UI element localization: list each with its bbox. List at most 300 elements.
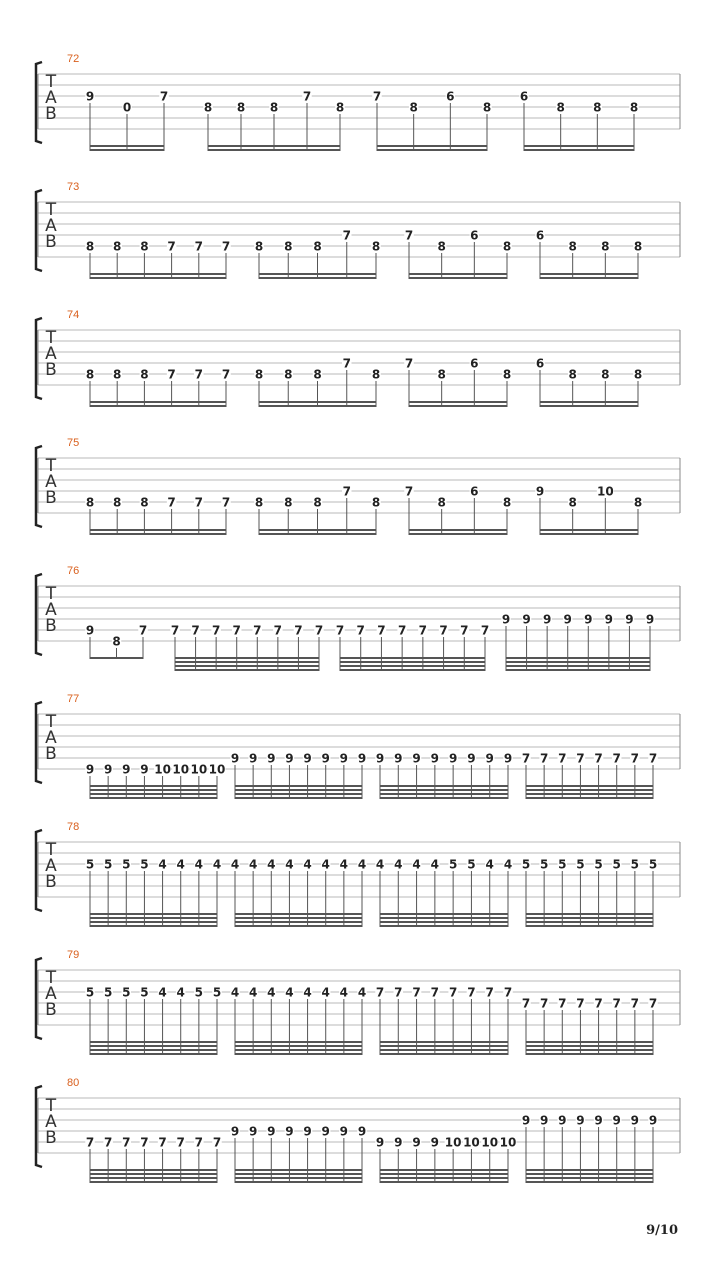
beam [380,1169,508,1171]
fret-number: 5 [521,857,531,872]
beam [175,657,319,659]
fret-number: 6 [535,356,545,371]
fret-number: 7 [648,751,658,766]
tab-clef-letter: A [45,472,57,492]
fret-number: 5 [594,857,603,872]
fret-number: 7 [194,1135,204,1150]
fret-number: 9 [321,751,330,766]
beam [540,401,638,403]
fret-number: 5 [140,857,149,872]
fret-number: 8 [437,495,446,510]
fret-number: 9 [103,762,113,777]
fret-number: 9 [140,762,149,777]
fret-number: 7 [314,623,324,638]
fret-number: 8 [568,495,577,510]
fret-number: 4 [394,857,403,872]
fret-number: 8 [437,239,446,254]
tab-clef-letter: A [45,600,57,620]
beam [380,921,508,923]
fret-number: 10 [154,762,171,777]
fret-number: 7 [194,367,203,382]
fret-number: 9 [521,1113,531,1128]
beam [526,1173,653,1175]
fret-number: 9 [448,751,458,766]
fret-number: 7 [404,484,414,499]
fret-number: 4 [267,985,276,1000]
tab-clef-letter: B [45,744,57,764]
beam [235,1053,362,1055]
fret-number: 7 [630,751,640,766]
beam [526,793,653,795]
beam [259,533,376,535]
measure-number: 74 [67,309,80,321]
beam [90,921,217,923]
fret-number: 7 [372,89,382,104]
beam [526,1041,653,1043]
fret-number: 8 [593,100,602,115]
fret-number: 8 [254,239,264,254]
fret-number: 7 [356,623,365,638]
fret-number: 7 [480,623,490,638]
fret-number: 9 [542,612,552,627]
fret-number: 9 [584,612,593,627]
fret-number: 9 [648,1113,658,1128]
tab-clef-letter: B [45,360,57,380]
fret-number: 7 [630,996,640,1011]
fret-number: 8 [140,495,149,510]
fret-number: 7 [612,996,621,1011]
beam [526,921,653,923]
tab-clef-letter: T [45,1096,57,1116]
tab-clef-letter: B [45,1128,57,1148]
fret-number: 9 [503,751,513,766]
fret-number: 7 [418,623,428,638]
beam [175,665,319,667]
fret-number: 4 [285,985,294,1000]
fret-number: 10 [208,762,226,777]
fret-number: 4 [321,857,330,872]
fret-number: 7 [397,623,407,638]
fret-number: 7 [503,985,513,1000]
fret-number: 9 [321,1124,330,1139]
fret-number: 7 [448,985,458,1000]
fret-number: 8 [85,239,95,254]
beam [526,925,653,927]
beam [526,1045,653,1047]
beam [377,145,487,147]
beam [524,149,634,151]
fret-number: 8 [313,367,322,382]
fret-number: 7 [167,239,176,254]
fret-number: 7 [176,1135,185,1150]
beam [259,405,376,407]
tab-system [36,565,680,671]
fret-number: 7 [404,228,414,243]
fret-number: 8 [269,100,279,115]
beam [340,657,485,659]
tab-system [36,693,680,799]
fret-number: 7 [558,751,567,766]
fret-number: 7 [460,623,469,638]
beam [90,145,164,147]
fret-number: 8 [284,239,293,254]
fret-number: 6 [470,356,479,371]
fret-number: 8 [409,100,418,115]
beam [380,1181,508,1183]
fret-number: 7 [140,1135,149,1150]
fret-number: 8 [482,100,492,115]
fret-number: 4 [503,857,513,872]
beam [90,149,164,151]
fret-number: 7 [103,1135,113,1150]
tab-clef-letter: B [45,104,57,124]
fret-number: 4 [158,985,167,1000]
tab-system [36,949,680,1055]
fret-number: 8 [568,367,577,382]
beam [90,789,217,791]
beam [208,145,340,147]
fret-number: 8 [633,495,643,510]
measure-number: 77 [67,693,80,705]
fret-number: 9 [285,1124,294,1139]
beam [540,273,638,275]
fret-number: 8 [85,367,95,382]
tab-clef-letter: A [45,344,57,364]
fret-number: 4 [158,857,167,872]
fret-number: 8 [502,239,512,254]
fret-number: 10 [463,1135,480,1150]
fret-number: 4 [321,985,330,1000]
fret-number: 7 [253,623,262,638]
fret-number: 9 [430,1135,440,1150]
fret-number: 4 [176,857,185,872]
beam [90,913,217,915]
beam [90,277,226,279]
beam [90,1053,217,1055]
fret-number: 7 [377,623,386,638]
fret-number: 10 [596,484,614,499]
beam [409,273,507,275]
fret-number: 8 [437,367,446,382]
fret-number: 8 [113,239,122,254]
fret-number: 5 [630,857,640,872]
fret-number: 9 [539,1113,549,1128]
tab-clef-letter: T [45,72,57,92]
tab-clef-letter: T [45,584,57,604]
fret-number: 7 [85,1135,95,1150]
fret-number: 5 [612,857,621,872]
fret-number: 8 [140,239,149,254]
beam [526,1053,653,1055]
fret-number: 8 [284,367,293,382]
fret-number: 7 [648,996,658,1011]
fret-number: 9 [594,1113,603,1128]
fret-number: 4 [357,857,367,872]
beam [90,405,226,407]
tab-clef-letter: B [45,1000,57,1020]
tab-clef-letter: A [45,216,57,236]
fret-number: 9 [248,751,258,766]
beam [526,797,653,799]
beam [90,273,226,275]
fret-number: 4 [230,857,240,872]
beam [380,1041,508,1043]
fret-number: 9 [230,1124,240,1139]
beam [259,529,376,531]
beam [540,405,638,407]
beam [409,529,507,531]
beam [90,533,226,535]
beam [90,793,217,795]
fret-number: 8 [371,367,381,382]
fret-number: 7 [167,495,176,510]
fret-number: 9 [267,751,276,766]
fret-number: 4 [194,857,204,872]
fret-number: 7 [122,1135,131,1150]
fret-number: 7 [221,495,231,510]
fret-number: 9 [357,1124,367,1139]
fret-number: 5 [576,857,585,872]
fret-number: 8 [371,239,381,254]
tab-clef-letter: A [45,88,57,108]
tab-clef-letter: T [45,712,57,732]
fret-number: 8 [502,495,512,510]
fret-number: 8 [113,495,122,510]
fret-number: 8 [568,239,577,254]
fret-number: 4 [267,857,276,872]
fret-number: 7 [558,996,567,1011]
fret-number: 9 [630,1113,640,1128]
fret-number: 8 [140,367,149,382]
beam [90,1041,217,1043]
beam [380,789,508,791]
fret-number: 6 [470,484,479,499]
beam [259,277,376,279]
fret-number: 7 [342,356,351,371]
fret-number: 5 [122,857,131,872]
beam [90,1177,217,1179]
beam [380,785,508,787]
fret-number: 8 [313,239,322,254]
fret-number: 7 [232,623,241,638]
fret-number: 4 [248,857,258,872]
fret-number: 9 [339,751,349,766]
beam [235,917,362,919]
beam [409,405,507,407]
beam [235,797,362,799]
fret-number: 9 [357,751,367,766]
fret-number: 9 [485,751,494,766]
fret-number: 7 [412,985,421,1000]
beam [540,529,638,531]
fret-number: 4 [339,985,349,1000]
beam [235,785,362,787]
fret-number: 9 [612,1113,621,1128]
fret-number: 9 [85,89,95,104]
beam [90,657,143,659]
fret-number: 4 [212,857,222,872]
fret-number: 7 [159,89,169,104]
beam [340,669,485,671]
fret-number: 7 [194,239,203,254]
tab-clef-letter: B [45,488,57,508]
beam [90,1173,217,1175]
fret-number: 4 [248,985,258,1000]
fret-number: 5 [558,857,567,872]
fret-number: 7 [167,367,176,382]
beam [526,913,653,915]
beam [526,1177,653,1179]
fret-number: 6 [519,89,529,104]
fret-number: 7 [467,985,476,1000]
fret-number: 7 [212,1135,222,1150]
beam [235,1181,362,1183]
tab-system [36,309,680,407]
beam [90,529,226,531]
fret-number: 8 [284,495,293,510]
fret-number: 10 [444,1135,462,1150]
fret-number: 4 [430,857,440,872]
fret-number: 4 [230,985,240,1000]
fret-number: 8 [254,495,264,510]
tab-clef-letter: T [45,200,57,220]
fret-number: 4 [485,857,494,872]
beam [235,1041,362,1043]
beam [235,1045,362,1047]
tab-clef-letter: T [45,968,57,988]
fret-number: 5 [122,985,131,1000]
tab-clef-letter: B [45,872,57,892]
beam [506,657,650,659]
fret-number: 7 [539,751,549,766]
beam [524,145,634,147]
fret-number: 9 [522,612,531,627]
fret-number: 7 [342,484,351,499]
fret-number: 7 [138,623,148,638]
beam [380,1049,508,1051]
fret-number: 9 [625,612,634,627]
fret-number: 7 [158,1135,167,1150]
beam [526,789,653,791]
fret-number: 9 [576,1113,585,1128]
measure-number: 75 [67,437,80,449]
beam [235,1173,362,1175]
fret-number: 9 [339,1124,349,1139]
fret-number: 7 [335,623,345,638]
beam [380,1053,508,1055]
fret-number: 7 [485,985,494,1000]
fret-number: 9 [267,1124,276,1139]
tab-clef-letter: T [45,840,57,860]
fret-number: 7 [439,623,448,638]
fret-number: 8 [236,100,246,115]
fret-number: 9 [467,751,476,766]
fret-number: 7 [302,89,312,104]
fret-number: 9 [375,751,385,766]
fret-number: 7 [612,751,621,766]
fret-number: 7 [539,996,549,1011]
fret-number: 7 [576,751,585,766]
beam [90,917,217,919]
measure-number: 72 [67,53,80,65]
beam [380,925,508,927]
fret-number: 4 [303,857,312,872]
beam [235,789,362,791]
beam [90,1045,217,1047]
fret-number: 6 [470,228,479,243]
beam [90,797,217,799]
fret-number: 7 [521,996,531,1011]
fret-number: 9 [412,751,421,766]
beam [526,1049,653,1051]
tab-clef-letter: A [45,1112,57,1132]
tab-system [36,437,680,535]
fret-number: 10 [172,762,190,777]
fret-number: 5 [103,985,113,1000]
measure-number: 73 [67,181,80,193]
beam [235,921,362,923]
fret-number: 9 [122,762,131,777]
fret-number: 8 [601,239,610,254]
fret-number: 6 [446,89,455,104]
fret-number: 9 [394,751,403,766]
fret-number: 4 [412,857,421,872]
fret-number: 7 [221,239,231,254]
fret-number: 9 [535,484,545,499]
fret-number: 9 [248,1124,258,1139]
fret-number: 7 [430,985,440,1000]
fret-number: 8 [371,495,381,510]
fret-number: 5 [539,857,549,872]
beam [235,913,362,915]
beam [235,1177,362,1179]
fret-number: 4 [303,985,312,1000]
fret-number: 7 [273,623,283,638]
fret-number: 9 [85,623,95,638]
beam [380,1173,508,1175]
measure-number: 80 [67,1077,80,1089]
beam [235,1049,362,1051]
beam [526,917,653,919]
fret-number: 9 [85,762,95,777]
fret-number: 5 [648,857,658,872]
tab-system [36,181,680,279]
fret-number: 9 [285,751,294,766]
beam [506,669,650,671]
fret-number: 7 [576,996,585,1011]
fret-number: 8 [601,367,610,382]
fret-number: 7 [211,623,221,638]
fret-number: 9 [230,751,240,766]
beam [90,1181,217,1183]
beam [380,913,508,915]
fret-number: 7 [194,495,203,510]
fret-number: 4 [375,857,385,872]
fret-number: 9 [412,1135,421,1150]
beam [526,1169,653,1171]
fret-number: 5 [103,857,113,872]
beam [526,785,653,787]
fret-number: 8 [633,367,643,382]
fret-number: 5 [85,985,95,1000]
fret-number: 4 [176,985,185,1000]
beam [235,925,362,927]
fret-number: 9 [558,1113,567,1128]
fret-number: 0 [122,100,132,115]
fret-number: 10 [499,1135,517,1150]
fret-number: 8 [112,634,121,649]
fret-number: 7 [594,996,603,1011]
